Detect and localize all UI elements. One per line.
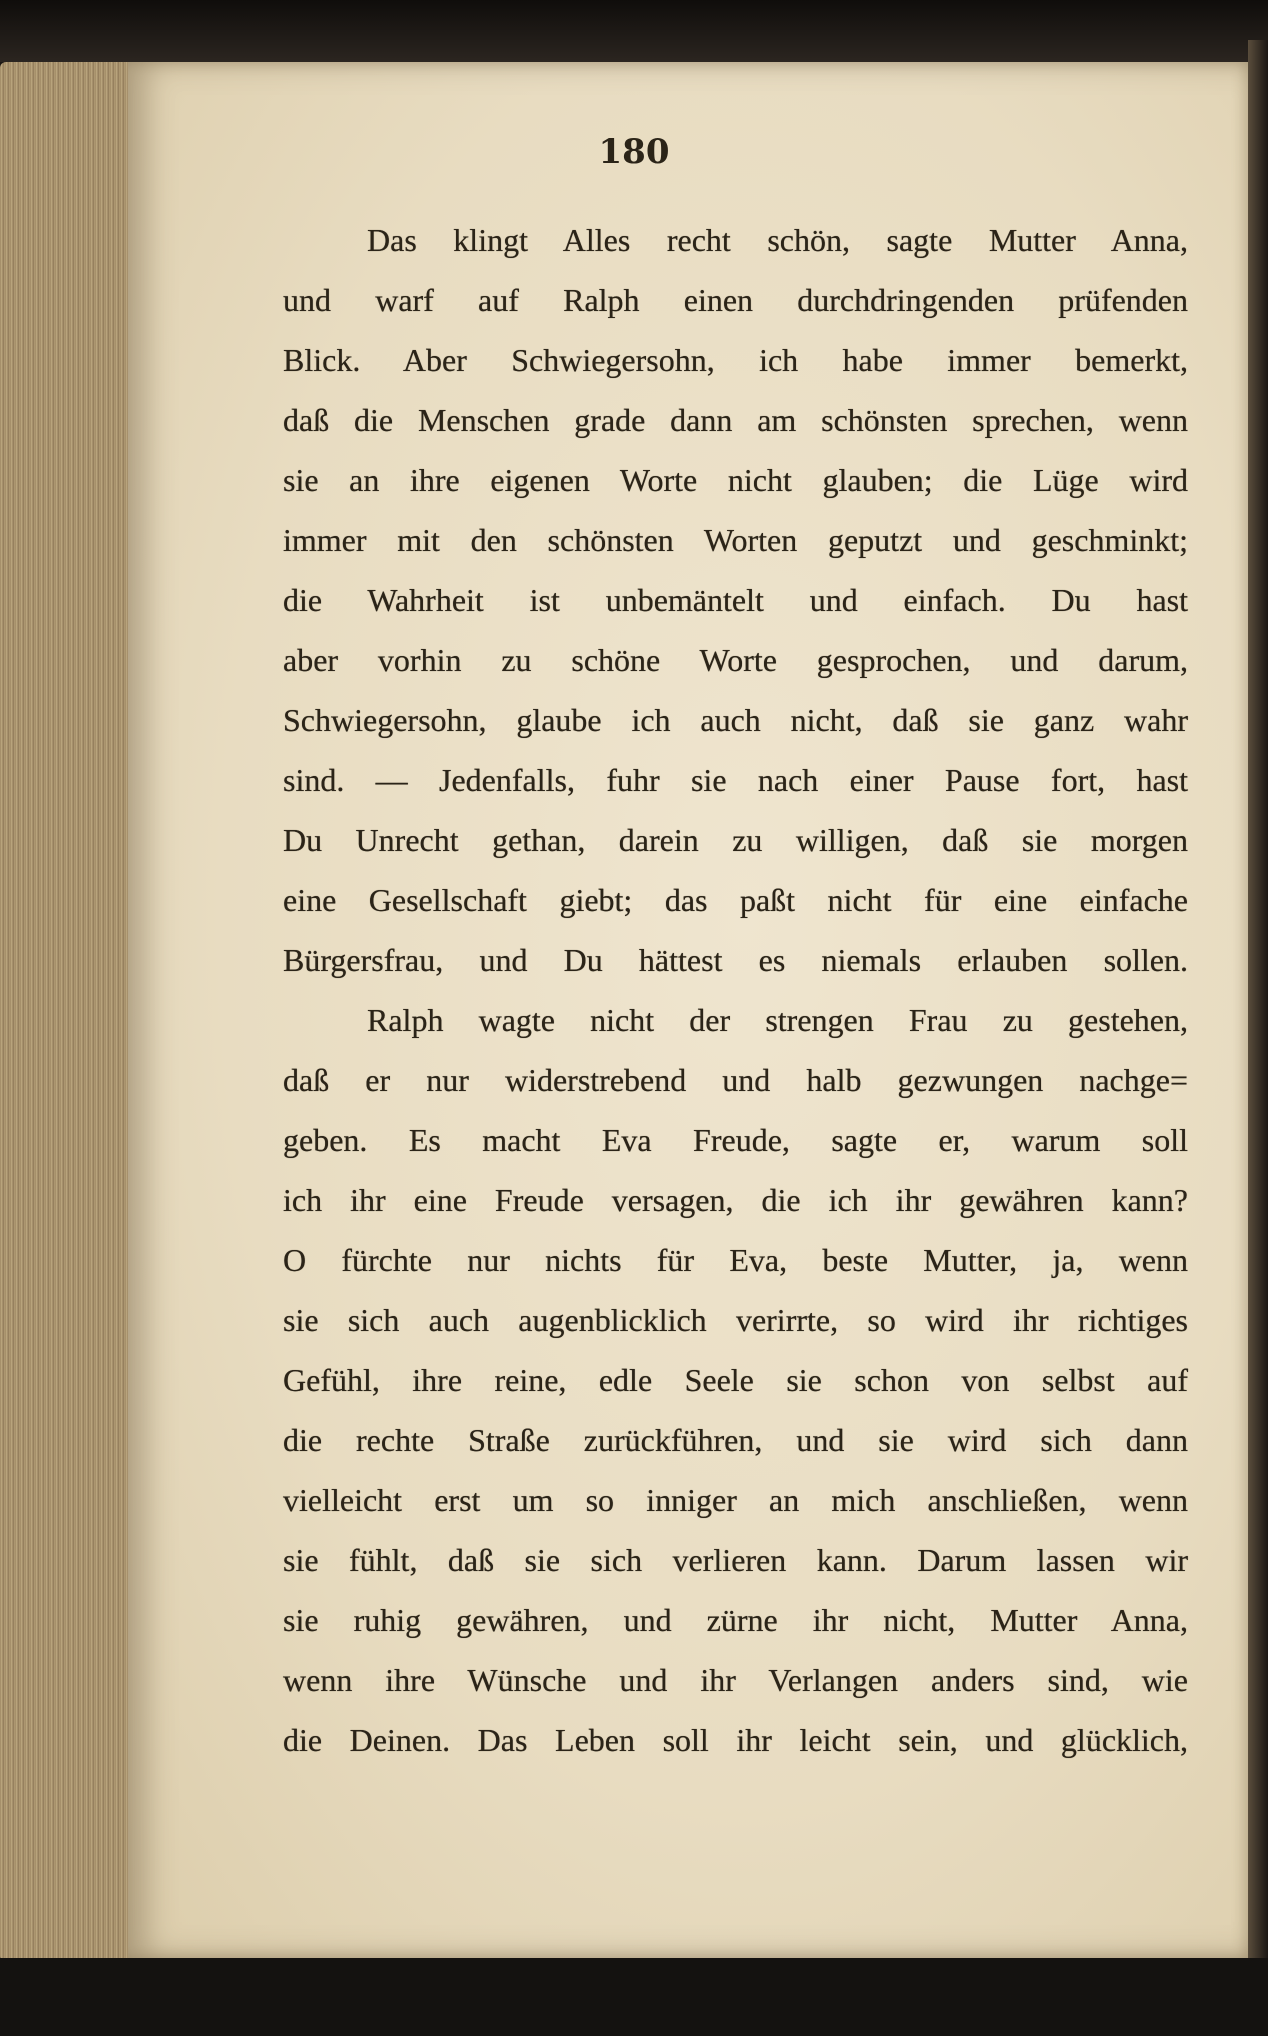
text-line: O fürchte nur nichts für Eva, beste Mutter, ja, wenn — [283, 1242, 1188, 1278]
text-line: die Deinen. Das Leben soll ihr leicht sein, und glücklich, — [283, 1722, 1188, 1758]
text-line: die rechte Straße zurückführen, und sie wird sich dann — [283, 1422, 1188, 1458]
text-line: eine Gesellschaft giebt; das paßt nicht für eine einfache — [283, 882, 1188, 918]
right-shadow — [1248, 40, 1268, 1970]
page-edges — [0, 62, 132, 1962]
text-line: Blick. Aber Schwiegersohn, ich habe immer bemerkt, — [283, 342, 1188, 378]
text-line: aber vorhin zu schöne Worte gesprochen, und darum, — [283, 642, 1188, 678]
text-line: Du Unrecht gethan, darein zu willigen, daß sie morgen — [283, 822, 1188, 858]
text-line: Bürgersfrau, und Du hättest es niemals erlauben sollen. — [283, 942, 1188, 978]
text-line: Gefühl, ihre reine, edle Seele sie schon von selbst auf — [283, 1362, 1188, 1398]
text-line: wenn ihre Wünsche und ihr Verlangen anders sind, wie — [283, 1662, 1188, 1698]
text-line: und warf auf Ralph einen durchdringenden prüfenden — [283, 282, 1188, 318]
text-line: sie an ihre eigenen Worte nicht glauben; die Lüge wird — [283, 462, 1188, 498]
text-line: sie sich auch augenblicklich verirrte, so wird ihr richtiges — [283, 1302, 1188, 1338]
text-line: Ralph wagte nicht der strengen Frau zu gestehen, — [367, 1002, 1188, 1038]
bottom-shadow — [0, 1958, 1268, 2036]
page-number: 180 — [598, 132, 670, 172]
top-shadow — [0, 0, 1268, 62]
text-line: sie fühlt, daß sie sich verlieren kann. Darum lassen wir — [283, 1542, 1188, 1578]
text-line: daß die Menschen grade dann am schönsten sprechen, wenn — [283, 402, 1188, 438]
text-line: die Wahrheit ist unbemäntelt und einfach. Du hast — [283, 582, 1188, 618]
text-line: sind. — Jedenfalls, fuhr sie nach einer Pause fort, hast — [283, 762, 1188, 798]
text-line: daß er nur widerstrebend und halb gezwungen nachge= — [283, 1062, 1188, 1098]
text-line: Schwiegersohn, glaube ich auch nicht, daß sie ganz wahr — [283, 702, 1188, 738]
text-line: vielleicht erst um so inniger an mich anschließen, wenn — [283, 1482, 1188, 1518]
text-line: immer mit den schönsten Worten geputzt und geschminkt; — [283, 522, 1188, 558]
text-line: sie ruhig gewähren, und zürne ihr nicht, Mutter Anna, — [283, 1602, 1188, 1638]
text-line: geben. Es macht Eva Freude, sagte er, warum soll — [283, 1122, 1188, 1158]
text-line: ich ihr eine Freude versagen, die ich ihr gewähren kann? — [283, 1182, 1188, 1218]
text-line: Das klingt Alles recht schön, sagte Mutter Anna, — [367, 222, 1188, 258]
